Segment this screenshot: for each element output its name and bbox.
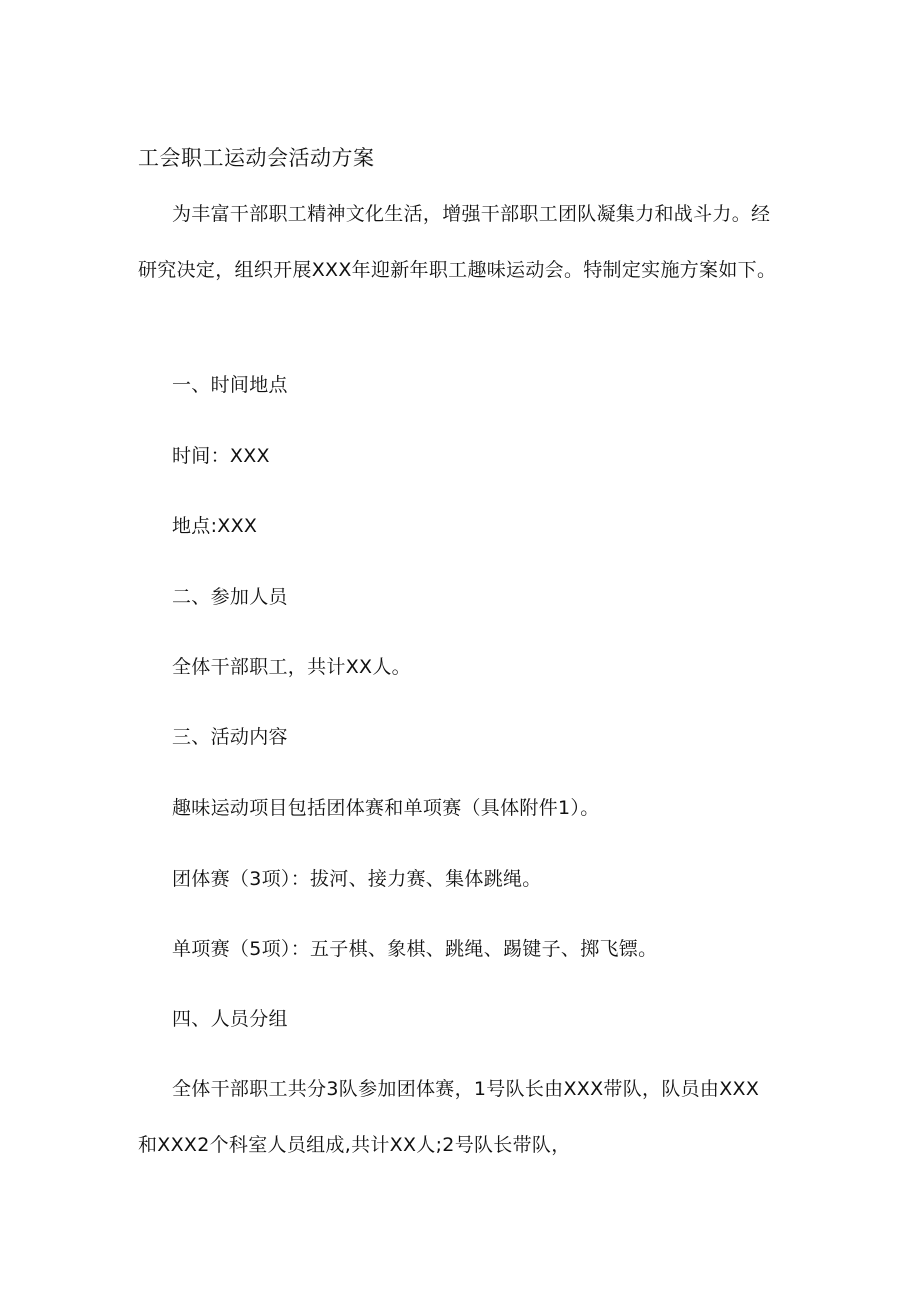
- grouping-paragraph: 全体干部职工共分3队参加团体赛，1号队长由XXX带队，队员由XXX和XXX2个科室人员组成,共计XX人;2号队长带队，: [138, 1078, 760, 1156]
- single-events-line: 单项赛（5项）：五子棋、象棋、跳绳、踢键子、掷飞镖。: [172, 938, 658, 960]
- section-heading-time-place: 一、时间地点: [172, 374, 288, 396]
- team-events-line: 团体赛（3项）：拔河、接力赛、集体跳绳。: [172, 868, 542, 890]
- section-heading-participants: 二、参加人员: [172, 586, 288, 608]
- participants-line: 全体干部职工，共计XX人。: [172, 656, 411, 678]
- time-line: 时间：XXX: [172, 445, 270, 467]
- intro-paragraph: 为丰富干部职工精神文化生活，增强干部职工团队凝集力和战斗力。经研究决定，组织开展XXX年迎新年职工趣味运动会。特制定实施方案如下。: [138, 203, 777, 281]
- section-heading-grouping: 四、人员分组: [172, 1008, 288, 1030]
- content-line: 趣味运动项目包括团体赛和单项赛（具体附件1）。: [172, 797, 600, 819]
- document-title: 工会职工运动会活动方案: [138, 146, 375, 170]
- place-line: 地点:XXX: [172, 515, 258, 537]
- section-heading-content: 三、活动内容: [172, 726, 288, 748]
